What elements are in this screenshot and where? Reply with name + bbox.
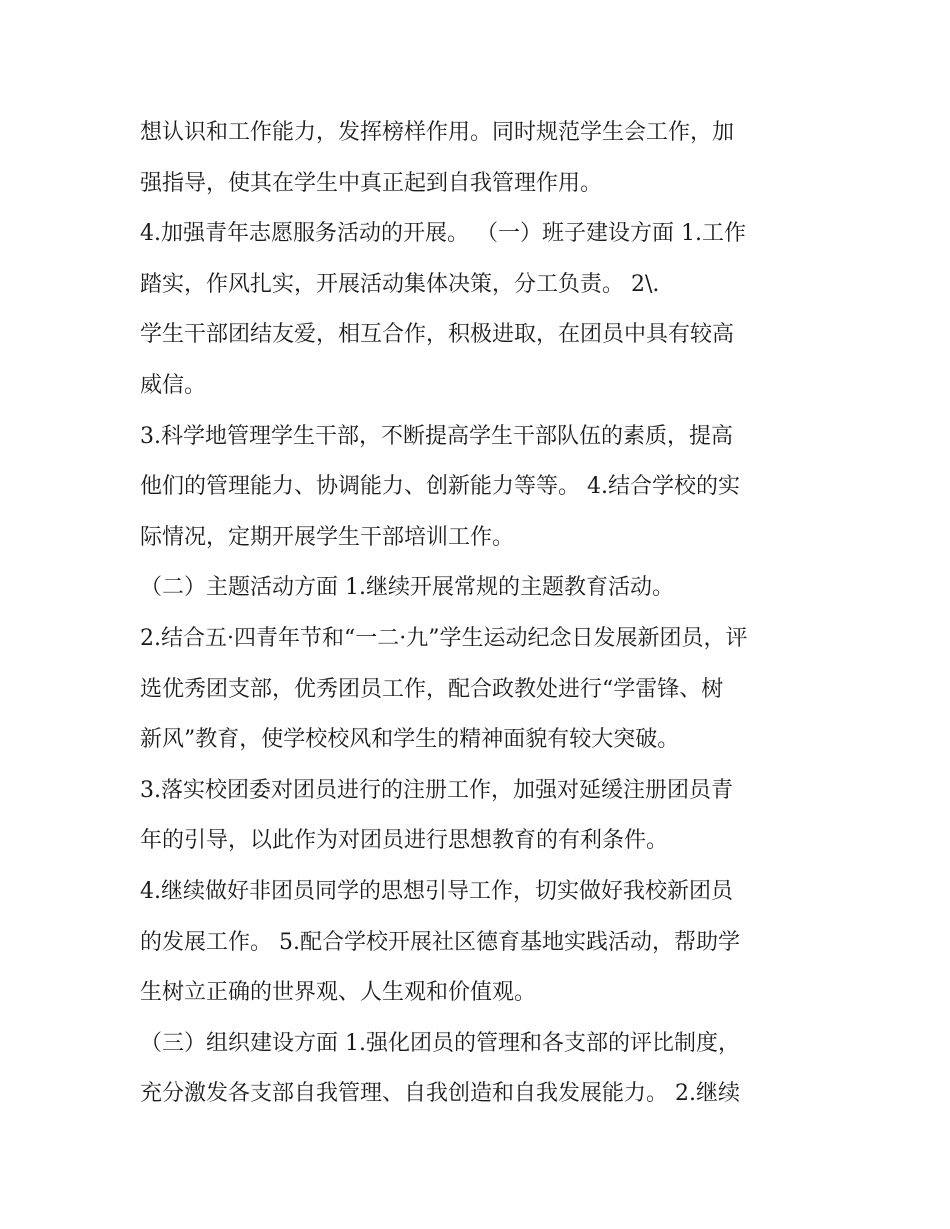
text-line: 4.加强青年志愿服务活动的开展。 （一）班子建设方面 1.工作 bbox=[140, 221, 746, 247]
text-line: （二）主题活动方面 1.继续开展常规的主题教育活动。 bbox=[140, 575, 674, 601]
text-line: 踏实，作风扎实，开展活动集体决策，分工负责。 2\. bbox=[140, 271, 660, 297]
text-line: 2.结合五·四青年节和“一二·九”学生运动纪念日发展新团员，评 bbox=[140, 625, 748, 651]
text-line: 新风”教育，使学校校风和学生的精神面貌有较大突破。 bbox=[140, 727, 680, 753]
text-line: 强指导，使其在学生中真正起到自我管理作用。 bbox=[140, 170, 603, 196]
text-line: 际情况，定期开展学生干部培训工作。 bbox=[140, 524, 515, 550]
text-line: 充分激发各支部自我管理、自我创造和自我发展能力。 2.继续 bbox=[140, 1081, 740, 1107]
text-line: 3.科学地管理学生干部，不断提高学生干部队伍的素质，提高 bbox=[140, 423, 733, 449]
text-line: 4.继续做好非团员同学的思想引导工作，切实做好我校新团员 bbox=[140, 878, 733, 904]
text-line: 的发展工作。 5.配合学校开展社区德育基地实践活动，帮助学 bbox=[140, 929, 740, 955]
text-line: 3.落实校团委对团员进行的注册工作，加强对延缓注册团员青 bbox=[140, 777, 733, 803]
text-line: 学生干部团结友爱，相互合作，积极进取，在团员中具有较高 bbox=[140, 322, 735, 348]
text-line: 威信。 bbox=[140, 372, 207, 398]
document-body bbox=[140, 108, 820, 1120]
text-line: 生树立正确的世界观、人生观和价值观。 bbox=[140, 980, 537, 1006]
text-line: （三）组织建设方面 1.强化团员的管理和各支部的评比制度， bbox=[140, 1030, 740, 1056]
text-line: 年的引导，以此作为对团员进行思想教育的有利条件。 bbox=[140, 828, 669, 854]
text-line: 他们的管理能力、协调能力、创新能力等等。 4.结合学校的实 bbox=[140, 474, 740, 500]
text-line: 想认识和工作能力，发挥榜样作用。同时规范学生会工作，加 bbox=[140, 120, 735, 145]
text-line: 选优秀团支部，优秀团员工作，配合政教处进行“学雷锋、树 bbox=[140, 676, 724, 702]
